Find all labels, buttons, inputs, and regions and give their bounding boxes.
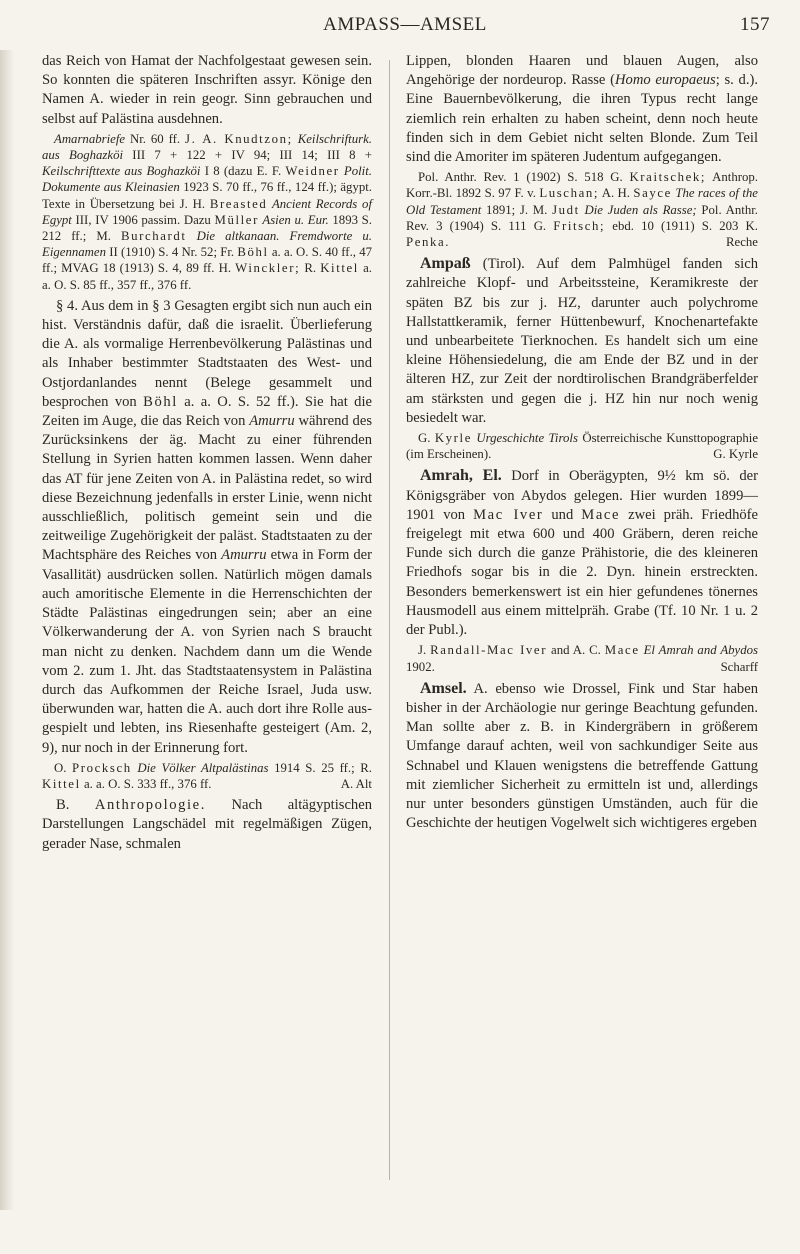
entry-headword: Ampaß	[420, 255, 471, 273]
author-signature: A. Alt	[340, 776, 372, 791]
entry-ampass: Ampaß (Tirol). Auf dem Palmhügel fanden sich zahlreiche Klopf- und Arbeitssteine, Keramikreste der späten BZ bis zur j. HZ, darunter auch polychrome Hallstattkeramik, ferner Hüttenbewurf, Knochenartefakte und unbearbeitete Tierknochen. Es handelt sich um eine kleine Höhensiedelung, die am Ende der BZ und in der älteren HZ, zur Zeit der nordtirolischen Brandgräberfelder am stärksten und gegen die j. HZ hin nur noch wenig besiedelt war.	[406, 255, 758, 426]
page-binding-shadow	[0, 50, 14, 1210]
column-divider	[389, 60, 390, 1180]
entry-headword: Amrah, El.	[420, 467, 502, 485]
author-signature: Scharff	[720, 659, 758, 674]
author-signature: G. Kyrle	[713, 447, 758, 462]
reference-block: O. Procksch Die Völker Altpalästinas 1914 S. 25 ff.; R. Kittel a. a. O. S. 333 ff., 376 ff. A. Alt	[42, 760, 372, 791]
reference-block: Amarnabriefe Nr. 60 ff. J. A. Knudtzon; Keilschrifturk. aus Boghazköi III 7 + 122 + IV 94; III 14; III 8 + Keilschrifttexte aus Boghazköi I 8 (dazu E. F. Weidner Polit. Dokumente aus Kleinasien 1923 S. 70 ff., 76 ff., 124 ff.); ägypt. Texte in Übersetzung bei J. H. Breasted Ancient Records of Egypt III, IV 1906 passim. Dazu Müller Asien u. Eur. 1893 S. 212 ff.; M. Burchardt Die altkanaan. Fremdworte u. Eigennamen II (1910) S. 4 Nr. 52; Fr. Böhl a. a. O. S. 40 ff., 47 ff.; MVAG 18 (1913) S. 4, 89 ff. H. Winckler; R. Kittel a. a. O. S. 85 ff., 357 ff., 376 ff.	[42, 131, 372, 292]
author-signature: Reche	[726, 235, 758, 250]
reference-block: J. Randall-Mac Iver and A. C. Mace El Amrah and Abydos 1902. Scharff	[406, 643, 758, 674]
reference-block: G. Kyrle Urgeschichte Tirols Österreichische Kunsttopographie (im Erscheinen). G. Kyrle	[406, 431, 759, 462]
reference-block: Pol. Anthr. Rev. 1 (1902) S. 518 G. Kraitschek; Anthrop. Korr.-Bl. 1892 S. 97 F. v. Luschan; A. H. Sayce The races of the Old Testament 1891; J. M. Judt Die Juden als Rasse; Pol. Anthr. Rev. 3 (1904) S. 111 G. Fritsch; ebd. 10 (1911) S. 203 K. Penka. Reche	[406, 170, 759, 250]
running-header	[40, 14, 770, 44]
right-column	[406, 52, 758, 833]
paragraph: B. Anthropologie. Nach altägyptischen Darstellungen Langschädel mit regelmäßigen Zügen, gerader Nase, schmalen	[42, 797, 372, 852]
paragraph: Lippen, blonden Haaren und blauen Augen, also Angehörige der nordeurop. Rasse (Homo europaeus; s. d.). Eine Bauernbevölkerung, die ihren Typus recht lange ziemlich rein erhalten zu haben scheint, denn noch heute finden sich in dem Gebiet nicht selten Blonde. Zum Teil sind die Amoriter im späteren Judentum aufgegangen.	[406, 53, 758, 166]
paragraph: § 4. Aus dem in § 3 Gesagten ergibt sich nun auch ein hist. Verständnis dafür, daß die israelit. Überlieferung die A. als vormalige Herrenbevölkerung Palästinas und als Inhaber bestimmter Stadtstaaten des West- und Ostjordanlandes nennt (Belege gesammelt und besprochen von Böhl a. a. O. S. 52 ff.). Sie hat die Zeiten im Auge, die das Reich von Amurru während des Zurücksinkens der äg. Macht zu einer führenden Stellung in Syrien hatten kommen lassen. Wenn daher das AT für jene Zeiten von A. in Palästina redet, so wird diese Bezeichnung jedenfalls in erster Linie, wenn nicht ausschließlich, politisch gemeint sein und die zeitweilige Zugehörigkeit der paläst. Stadtstaaten zu der Machtsphäre des Reiches von Amurru etwa in Form der Vasallität) ausdrücken sollen. Natürlich mögen damals auch amoritische Elemente in die Herrenschichten der Städte Palästinas eingedrungen sein; aber an eine Völkerwanderung der A. von Syrien nach S braucht man nicht zu denken. Nachdem dann um die Wende vom 2. zum 1. Jht. das Stadtstaatensystem in Palästina durch das Aufkommen der Reiche Israel, Juda usw. überwunden war, hatten die A. auch dort ihre Rolle ausgespielt und lebten, ins Riesenhafte gesteigert (Am. 2, 9), nur noch in der Erinnerung fort.	[42, 297, 372, 756]
entry-amsel: Amsel. A. ebenso wie Drossel, Fink und Star haben bisher in der Archäologie nur geringe Beachtung gefunden. Man sollte aber z. B. in Kindergräbern in größerem Umfange darauf achten, weil von sachkundiger Seite aus Schnabel und Klauen wenigstens die betreffende Gattung mit ziemlicher Sicherheit zu ermitteln ist und, allerdings nur unter besonders günstigen Umständen, auch für die Geschichte der heutigen Vogelwelt sich wichtigeres ergeben	[406, 679, 758, 832]
entry-headword: Amsel.	[420, 679, 467, 697]
paragraph: das Reich von Hamat der Nachfolgestaat gewesen sein. So konnten die späteren Inschriften assyr. Könige den Namen A. wieder in rein geogr. Sinn gebrauchen und selbst auf Palästina ausdehnen.	[42, 53, 372, 127]
entry-amrah: Amrah, El. Dorf in Oberägypten, 9½ km sö. der Königsgräber von Abydos gelegen. Hier wurden 1899—1901 von Mac Iver und Mace zwei präh. Friedhöfe freigelegt mit etwa 600 und 400 Gräbern, deren reiche Funde sich durch die ganze Prähistorie, die des kleineren Friedhofs sogar bis in die 2. Dyn. hinein erstreckten. Besonders bemerkenswert ist ein hier gefundenes tönernes Hausmodell aus einem mittelpräh. Grabe (Tf. 10 Nr. 1 u. 2 der Publ.).	[406, 467, 759, 639]
header-title: AMPASS—AMSEL	[323, 14, 487, 35]
page-number: 157	[740, 14, 770, 35]
left-column	[42, 52, 372, 854]
